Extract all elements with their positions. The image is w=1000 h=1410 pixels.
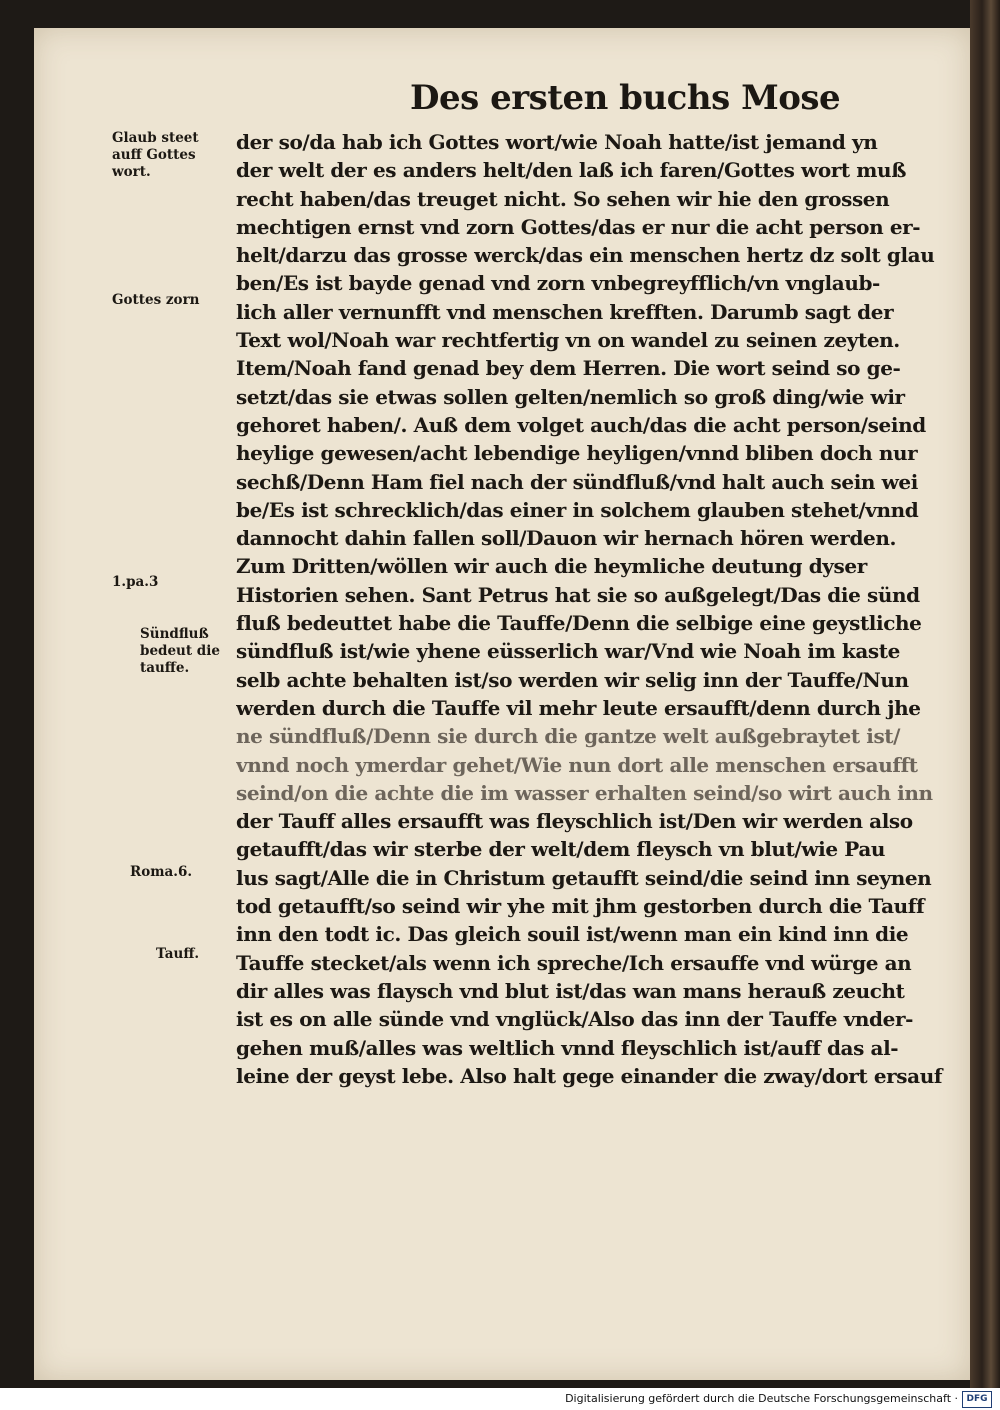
- text-line: lich aller vernunfft vnd menschen krefften. Darumb sagt der: [236, 299, 894, 324]
- funding-credit: Digitalisierung gefördert durch die Deutsche Forschungsgemeinschaft ·: [565, 1392, 958, 1405]
- text-line: ben/Es ist bayde genad vnd zorn vnbegreyfflich/vn vnglaub-: [236, 271, 880, 296]
- margin-note-tauff: Tauff.: [156, 946, 200, 962]
- text-line: ist es on alle sünde vnd vnglück/Also das inn der Tauffe vnder-: [236, 1007, 914, 1032]
- dfg-logo-icon: DFG: [962, 1391, 992, 1408]
- text-line: getaufft/das wir sterbe der welt/dem fleysch vn blut/wie Pau: [236, 837, 886, 862]
- margin-note-zorn: Gottes zorn: [112, 292, 200, 308]
- running-head: Des ersten buchs Mose: [410, 78, 841, 118]
- text-line: selb achte behalten ist/so werden wir selig inn der Tauffe/Nun: [236, 667, 909, 692]
- text-line: Historien sehen. Sant Petrus hat sie so außgelegt/Das die sünd: [236, 582, 920, 607]
- text-line: seind/on die achte die im wasser erhalten seind/so wirt auch inn: [236, 780, 933, 805]
- text-line: dir alles was flaysch vnd blut ist/das wan mans herauß zeucht: [236, 978, 905, 1003]
- text-line: heylige gewesen/acht lebendige heyligen/vnnd bliben doch nur: [236, 441, 918, 466]
- text-line: der so/da hab ich Gottes wort/wie Noah hatte/ist jemand yn: [236, 130, 878, 154]
- book-spine: [970, 0, 1000, 1388]
- text-line: helt/darzu das grosse werck/das ein menschen hertz dz solt glau: [236, 243, 935, 268]
- text-line: Item/Noah fand genad bey dem Herren. Die wort seind so ge-: [236, 356, 901, 381]
- margin-note-roma: Roma.6.: [130, 864, 193, 880]
- text-line: dannocht dahin fallen soll/Dauon wir hernach hören werden.: [236, 526, 897, 551]
- text-line: sündfluß ist/wie yhene eüsserlich war/Vnd wie Noah im kaste: [236, 639, 900, 664]
- text-line: Zum Dritten/wöllen wir auch die heymliche deutung dyser: [236, 554, 867, 579]
- text-line: der Tauff alles ersaufft was fleyschlich ist/Den wir werden also: [236, 809, 913, 834]
- text-line: Text wol/Noah war rechtfertig vn on wandel zu seinen zeyten.: [236, 328, 900, 353]
- footer: [0, 1388, 1000, 1410]
- margin-note-glaub: Glaub steet auff Gottes wort.: [112, 130, 199, 180]
- text-line: werden durch die Tauffe vil mehr leute ersaufft/denn durch jhe: [236, 695, 921, 720]
- text-line: lus sagt/Alle die in Christum getaufft seind/die seind inn seynen: [236, 865, 932, 890]
- text-line: recht haben/das treuget nicht. So sehen wir hie den grossen: [236, 186, 890, 211]
- text-line: tod getaufft/so seind wir yhe mit jhm gestorben durch die Tauff: [236, 894, 925, 919]
- text-line: gehoret haben/. Auß dem volget auch/das die acht person/seind: [236, 412, 926, 437]
- text-line: setzt/das sie etwas sollen gelten/nemlich so groß ding/wie wir: [236, 384, 905, 409]
- text-line: der welt der es anders helt/den laß ich faren/Gottes wort muß: [236, 158, 906, 183]
- text-line: leine der geyst lebe. Also halt gege einander die zway/dort ersauf: [236, 1063, 943, 1088]
- margin-note-sundfluss: Sündfluß bedeut die tauffe.: [140, 626, 220, 676]
- body-text: [236, 128, 954, 1090]
- text-line: sechß/Denn Ham fiel nach der sündfluß/vnd halt auch sein wei: [236, 469, 918, 494]
- text-line: gehen muß/alles was weltlich vnnd fleyschlich ist/auff das al-: [236, 1035, 899, 1060]
- text-line: vnnd noch ymerdar gehet/Wie nun dort alle menschen ersaufft: [236, 752, 918, 777]
- text-line: ne sündfluß/Denn sie durch die gantze welt außgebraytet ist/: [236, 724, 901, 749]
- margin-note-reference: 1.pa.3: [112, 574, 159, 590]
- text-line: fluß bedeuttet habe die Tauffe/Denn die selbige eine geystliche: [236, 611, 922, 636]
- text-line: Tauffe stecket/als wenn ich spreche/Ich ersauffe vnd würge an: [236, 950, 912, 975]
- text-line: be/Es ist schrecklich/das einer in solchem glauben stehet/vnnd: [236, 497, 919, 522]
- text-line: mechtigen ernst vnd zorn Gottes/das er nur die acht person er-: [236, 214, 921, 239]
- text-line: inn den todt ic. Das gleich souil ist/wenn man ein kind inn die: [236, 922, 909, 947]
